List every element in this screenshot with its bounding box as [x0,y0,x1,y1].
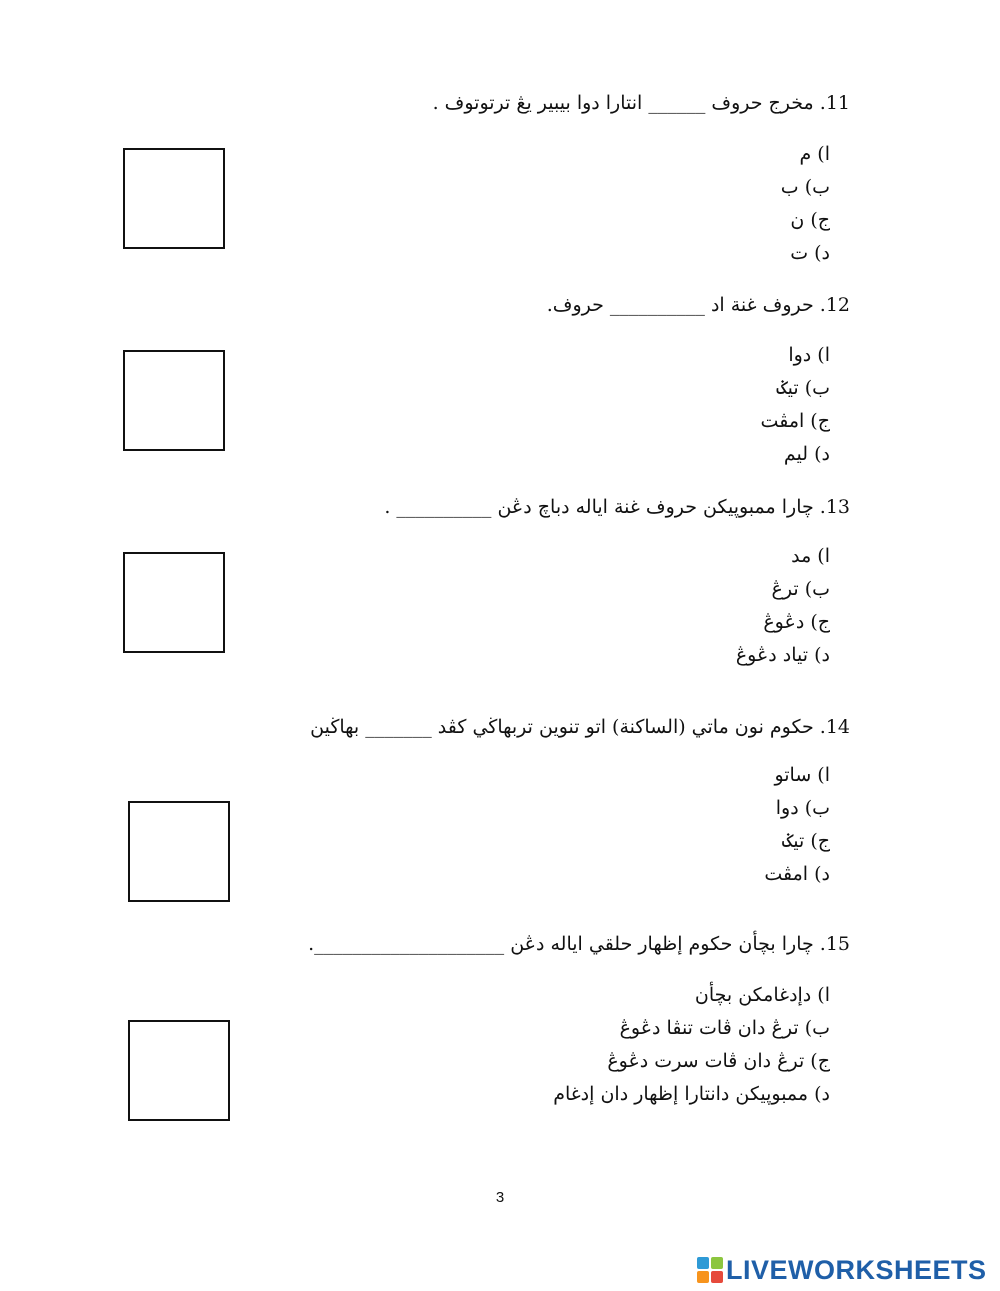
question-14-text: 14. حکوم نون ماتي (الساکنة) اتو تنوين تربهاڬي کڤد _______ بهاڬين [310,716,850,738]
option-a: ا) مد [791,545,830,567]
option-d: د) ليم [783,443,830,465]
question-13-options [736,540,830,672]
question-13-text: 13. چارا ممبوپيکن حروف غنة اياله دباچ دڠن __________ . [384,496,850,518]
answer-box-15[interactable] [128,1020,230,1121]
option-c: ج) ن [790,209,830,231]
option-c: ج) امڤت [760,410,830,432]
brand-footer [697,1254,987,1286]
question-15-options [553,979,830,1111]
logo-tile [697,1271,709,1283]
answer-box-13[interactable] [123,552,225,653]
option-b: ب) دوا [775,797,830,819]
question-12-options [761,339,830,471]
option-d: د) ت [790,242,830,264]
option-c: ج) ترڠ دان ڤات سرت دڠوڠ [607,1050,830,1072]
page-number: 3 [495,1189,505,1206]
brand-name: LIVEWORKSHEETS [726,1254,987,1285]
question-15-text: 15. چارا بچأن حکوم إظهار حلقي اياله دڠن ____________________. [308,933,850,955]
option-b: ب) ب [780,176,830,198]
option-a: ا) ساتو [774,764,830,786]
logo-tile [711,1257,723,1269]
option-a: ا) م [799,143,830,165]
option-a: ا) دوا [788,344,830,366]
option-c: ج) تيݢ [782,830,830,852]
option-a: ا) دإدغامکن بچأن [694,984,830,1006]
logo-tile [697,1257,709,1269]
liveworksheets-logo-icon [697,1257,723,1283]
answer-box-12[interactable] [123,350,225,451]
question-11-text: 11. مخرج حروف ______ انتارا دوا بيبير يڠ ترتوتوف . [432,92,850,114]
answer-box-14[interactable] [128,801,230,902]
option-d: د) امڤت [764,863,830,885]
question-11-options [781,138,830,270]
option-b: ب) ترڠ دان ڤات تنڤا دڠوڠ [619,1017,830,1039]
option-c: ج) دڠوڠ [763,611,830,633]
question-14-options [764,759,830,891]
option-b: ب) تيݢ [776,377,830,399]
answer-box-11[interactable] [123,148,225,249]
option-d: د) ممبوپيکن دانتارا إظهار دان إدغام [553,1083,830,1105]
logo-tile [711,1271,723,1283]
option-b: ب) ترڠ [771,578,830,600]
question-12-text: 12. حروف غنة اد __________ حروف. [546,294,850,316]
option-d: د) تياد دڠوڠ [735,644,830,666]
